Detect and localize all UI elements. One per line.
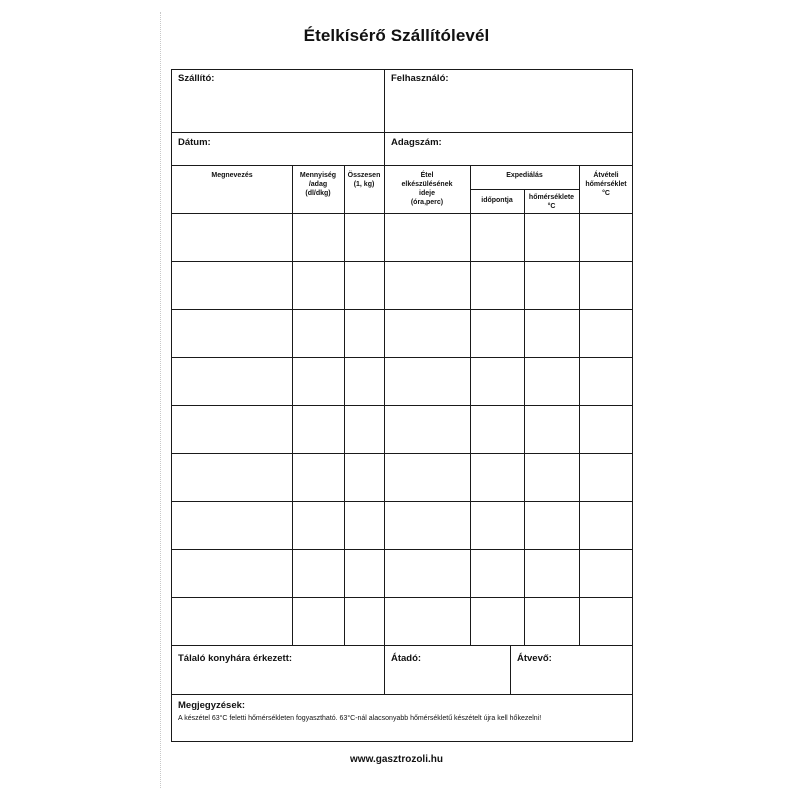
table-row [172, 261, 633, 262]
supplier-field[interactable] [172, 70, 385, 133]
column-header-receive-temp: Átvételi hőmérséklet °C [585, 172, 627, 197]
table-row [172, 549, 633, 550]
user-label: Felhasználó: [391, 73, 449, 84]
table-row [172, 501, 633, 502]
delivery-form [171, 69, 633, 742]
table-row [172, 309, 633, 310]
date-field[interactable] [172, 133, 385, 166]
arrived-field[interactable] [172, 646, 384, 694]
portion-count-field[interactable] [385, 133, 633, 166]
column-header-dispatch-time: időpontja [481, 197, 513, 204]
supplier-label: Szállító: [178, 73, 215, 84]
table-row [172, 597, 633, 598]
remarks-text: A készétel 63°C feletti hőmérsékleten fogyasztható. 63°C-nál alacsonyabb hőmérsékletű készételt újra kell hőkezelni! [178, 715, 542, 722]
column-header-total: Összesen (1, kg) [347, 172, 381, 188]
arrived-label: Tálaló konyhára érkezett: [178, 653, 293, 664]
divider [172, 213, 633, 214]
column-header-name: Megnevezés [211, 172, 253, 179]
divider [172, 165, 633, 166]
handover-label: Átadó: [391, 653, 422, 664]
handover-field[interactable] [385, 646, 510, 694]
column-divider [579, 165, 580, 646]
column-header-quantity: Mennyiség /adag (dl/dkg) [299, 172, 337, 197]
date-label: Dátum: [178, 137, 211, 148]
column-header-prepared: Étel elkészülésének ideje (óra,perc) [401, 172, 453, 206]
divider [172, 132, 633, 133]
column-divider [344, 165, 345, 646]
table-row [172, 453, 633, 454]
receiver-label: Átvevő: [517, 653, 552, 664]
portion-count-label: Adagszám: [391, 137, 442, 148]
column-divider [384, 165, 385, 646]
receiver-field[interactable] [511, 646, 633, 694]
document-title: Ételkísérő Szállítólevél [303, 26, 490, 45]
column-divider [292, 165, 293, 646]
website-link[interactable]: www.gasztrozoli.hu [350, 754, 443, 765]
column-header-dispatch-temp: hőmérséklete °C [528, 194, 575, 210]
table-row [172, 357, 633, 358]
user-field[interactable] [385, 70, 633, 133]
remarks-label: Megjegyzések: [178, 700, 246, 711]
remarks-box[interactable] [172, 695, 633, 741]
perforation-line [160, 12, 161, 788]
column-divider [470, 165, 471, 646]
table-row [172, 405, 633, 406]
column-header-dispatch: Expediálás [506, 172, 543, 179]
column-divider [524, 189, 525, 646]
